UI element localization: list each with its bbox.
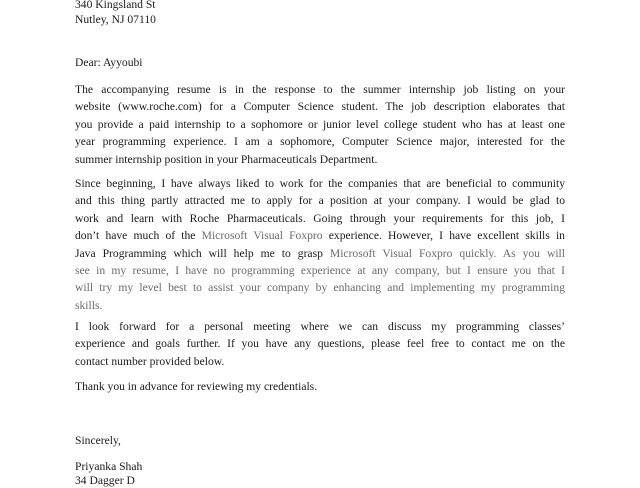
signature-name: Priyanka Shah <box>75 460 143 473</box>
paragraph-line: contact number provided below. <box>75 354 225 368</box>
highlighted-text: Microsoft Visual Foxpro <box>201 229 323 243</box>
paragraph-line: work and learn with Roche Pharmaceuticals. Going through your requirements for this job, I <box>75 211 565 225</box>
paragraph-line: skills. <box>75 298 103 312</box>
paragraph-1 <box>75 81 565 168</box>
paragraph-line: I look forward for a personal meeting where we can discuss my programming classes’ <box>75 320 565 333</box>
sender-city: Nutley, NJ 07110 <box>75 13 156 26</box>
text-run: experience. However, I have excellent skills in <box>322 229 565 243</box>
closing: Sincerely, <box>75 434 121 447</box>
text-run: don’t have much of the <box>75 229 202 243</box>
paragraph-line: website (www.roche.com) for a Computer Science student. The job description elaborates that <box>75 100 565 114</box>
sender-street: 340 Kingsland St <box>75 0 156 11</box>
paragraph-line: summer internship position in your Pharmaceuticals Department. <box>75 152 378 166</box>
paragraph-line: will try my level best to assist your company by enhancing and implementing my programming <box>75 281 565 295</box>
paragraph-line: year programming experience. I am a sophomore, Computer Science major, interested for the <box>75 135 565 149</box>
paragraph-3 <box>75 318 565 370</box>
paragraph-4: Thank you in advance for reviewing my credentials. <box>75 380 318 393</box>
paragraph-2 <box>75 175 565 314</box>
paragraph-line: Since beginning, I have always liked to work for the companies that are beneficial to community <box>75 177 565 190</box>
paragraph-line: see in my resume, I have no programming experience at any company, but I ensure you that I <box>75 264 565 278</box>
text-run: Java Programming which will help me to grasp <box>75 246 330 260</box>
paragraph-line: and this thing partly attracted me to apply for a position at your company. I would be glad to <box>75 194 565 208</box>
paragraph-line <box>75 245 565 262</box>
paragraph-line: experience and goals further. If you have any questions, please feel free to contact me on the <box>75 337 565 351</box>
salutation: Dear: Ayyoubi <box>75 56 143 69</box>
paragraph-line <box>75 227 565 244</box>
paragraph-line: The accompanying resume is in the response to the summer internship job listing on your <box>75 83 565 96</box>
paragraph-line: you provide a paid internship to a sophomore or junior level college student who has at least one <box>75 117 565 131</box>
signature-address: 34 Dagger D <box>75 474 135 487</box>
highlighted-text: Microsoft Visual Foxpro quickly. As you will <box>329 246 565 260</box>
